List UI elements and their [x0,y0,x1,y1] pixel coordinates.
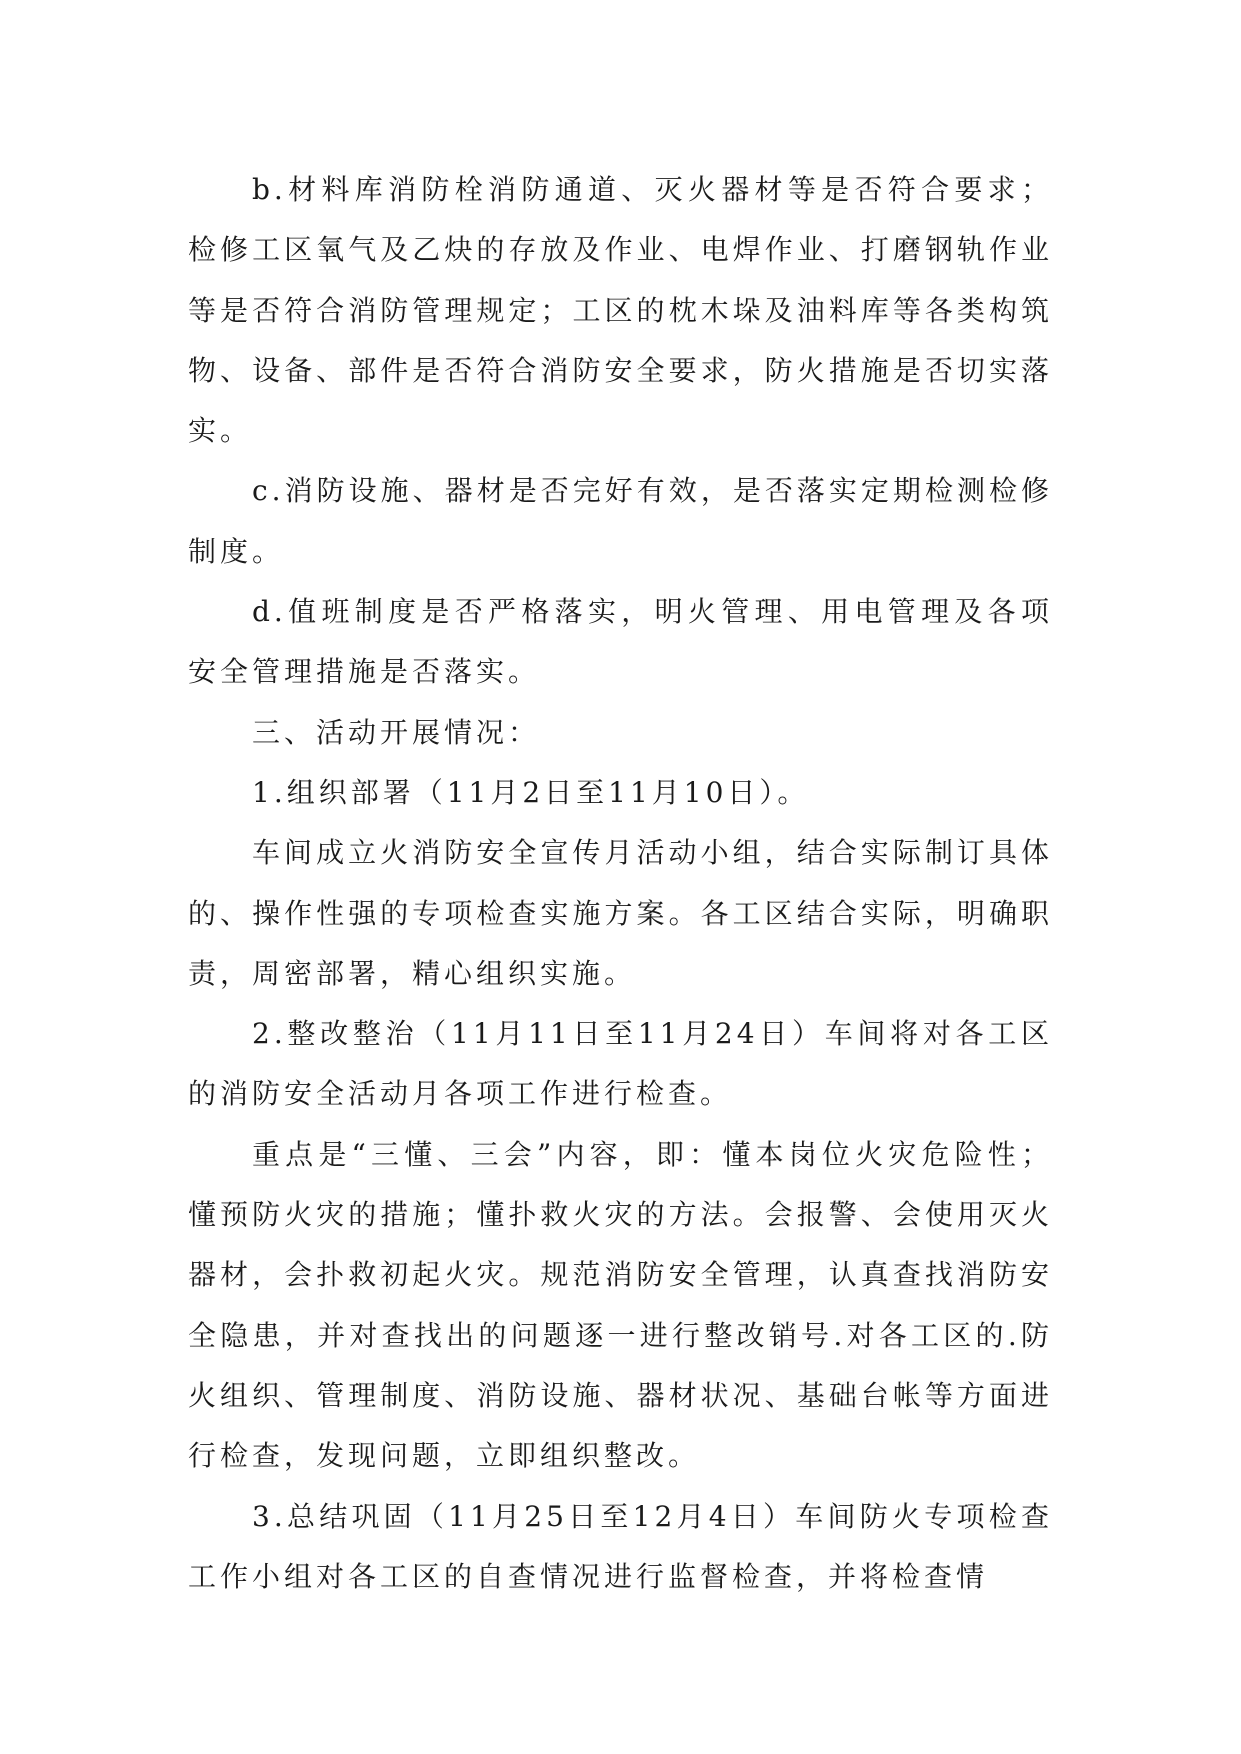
paragraph-inspection-d: d.值班制度是否严格落实，明火管理、用电管理及各项安全管理措施是否落实。 [188,595,1053,689]
paragraph-stage-3: 3.总结巩固（11月25日至12月4日）车间防火专项检查工作小组对各工区的自查情况进行监督检查，并将检查情 [188,1499,1053,1593]
paragraph-inspection-c: c.消防设施、器材是否完好有效，是否落实定期检测检修制度。 [188,474,1053,568]
paragraph-stage-1-body: 车间成立火消防安全宣传月活动小组，结合实际制订具体的、操作性强的专项检查实施方案。各工区结合实际，明确职责，周密部署，精心组织实施。 [188,836,1053,990]
paragraph-stage-2: 2.整改整治（11月11日至11月24日）车间将对各工区的消防安全活动月各项工作进行检查。 [188,1017,1053,1111]
paragraph-stage-1-title: 1.组织部署（11月2日至11月10日）。 [252,775,810,809]
document-body [188,160,1053,1607]
paragraph-stage-2-focus: 重点是“三懂、三会”内容，即：懂本岗位火灾危险性；懂预防火灾的措施；懂扑救火灾的方法。会报警、会使用灭火器材，会扑救初起火灾。规范消防安全管理，认真查找消防安全隐患，并对查找出的问题逐一进行整改销号.对各工区的.防火组织、管理制度、消防设施、器材状况、基础台帐等方面进行检查，发现问题，立即组织整改。 [188,1137,1053,1473]
section-heading-activity: 三、活动开展情况： [252,715,541,749]
paragraph-inspection-b: b.材料库消防栓消防通道、灭火器材等是否符合要求；检修工区氧气及乙炔的存放及作业、电焊作业、打磨钢轨作业等是否符合消防管理规定；工区的枕木垛及油料库等各类构筑物、设备、部件是否符合消防安全要求，防火措施是否切实落实。 [188,173,1053,448]
